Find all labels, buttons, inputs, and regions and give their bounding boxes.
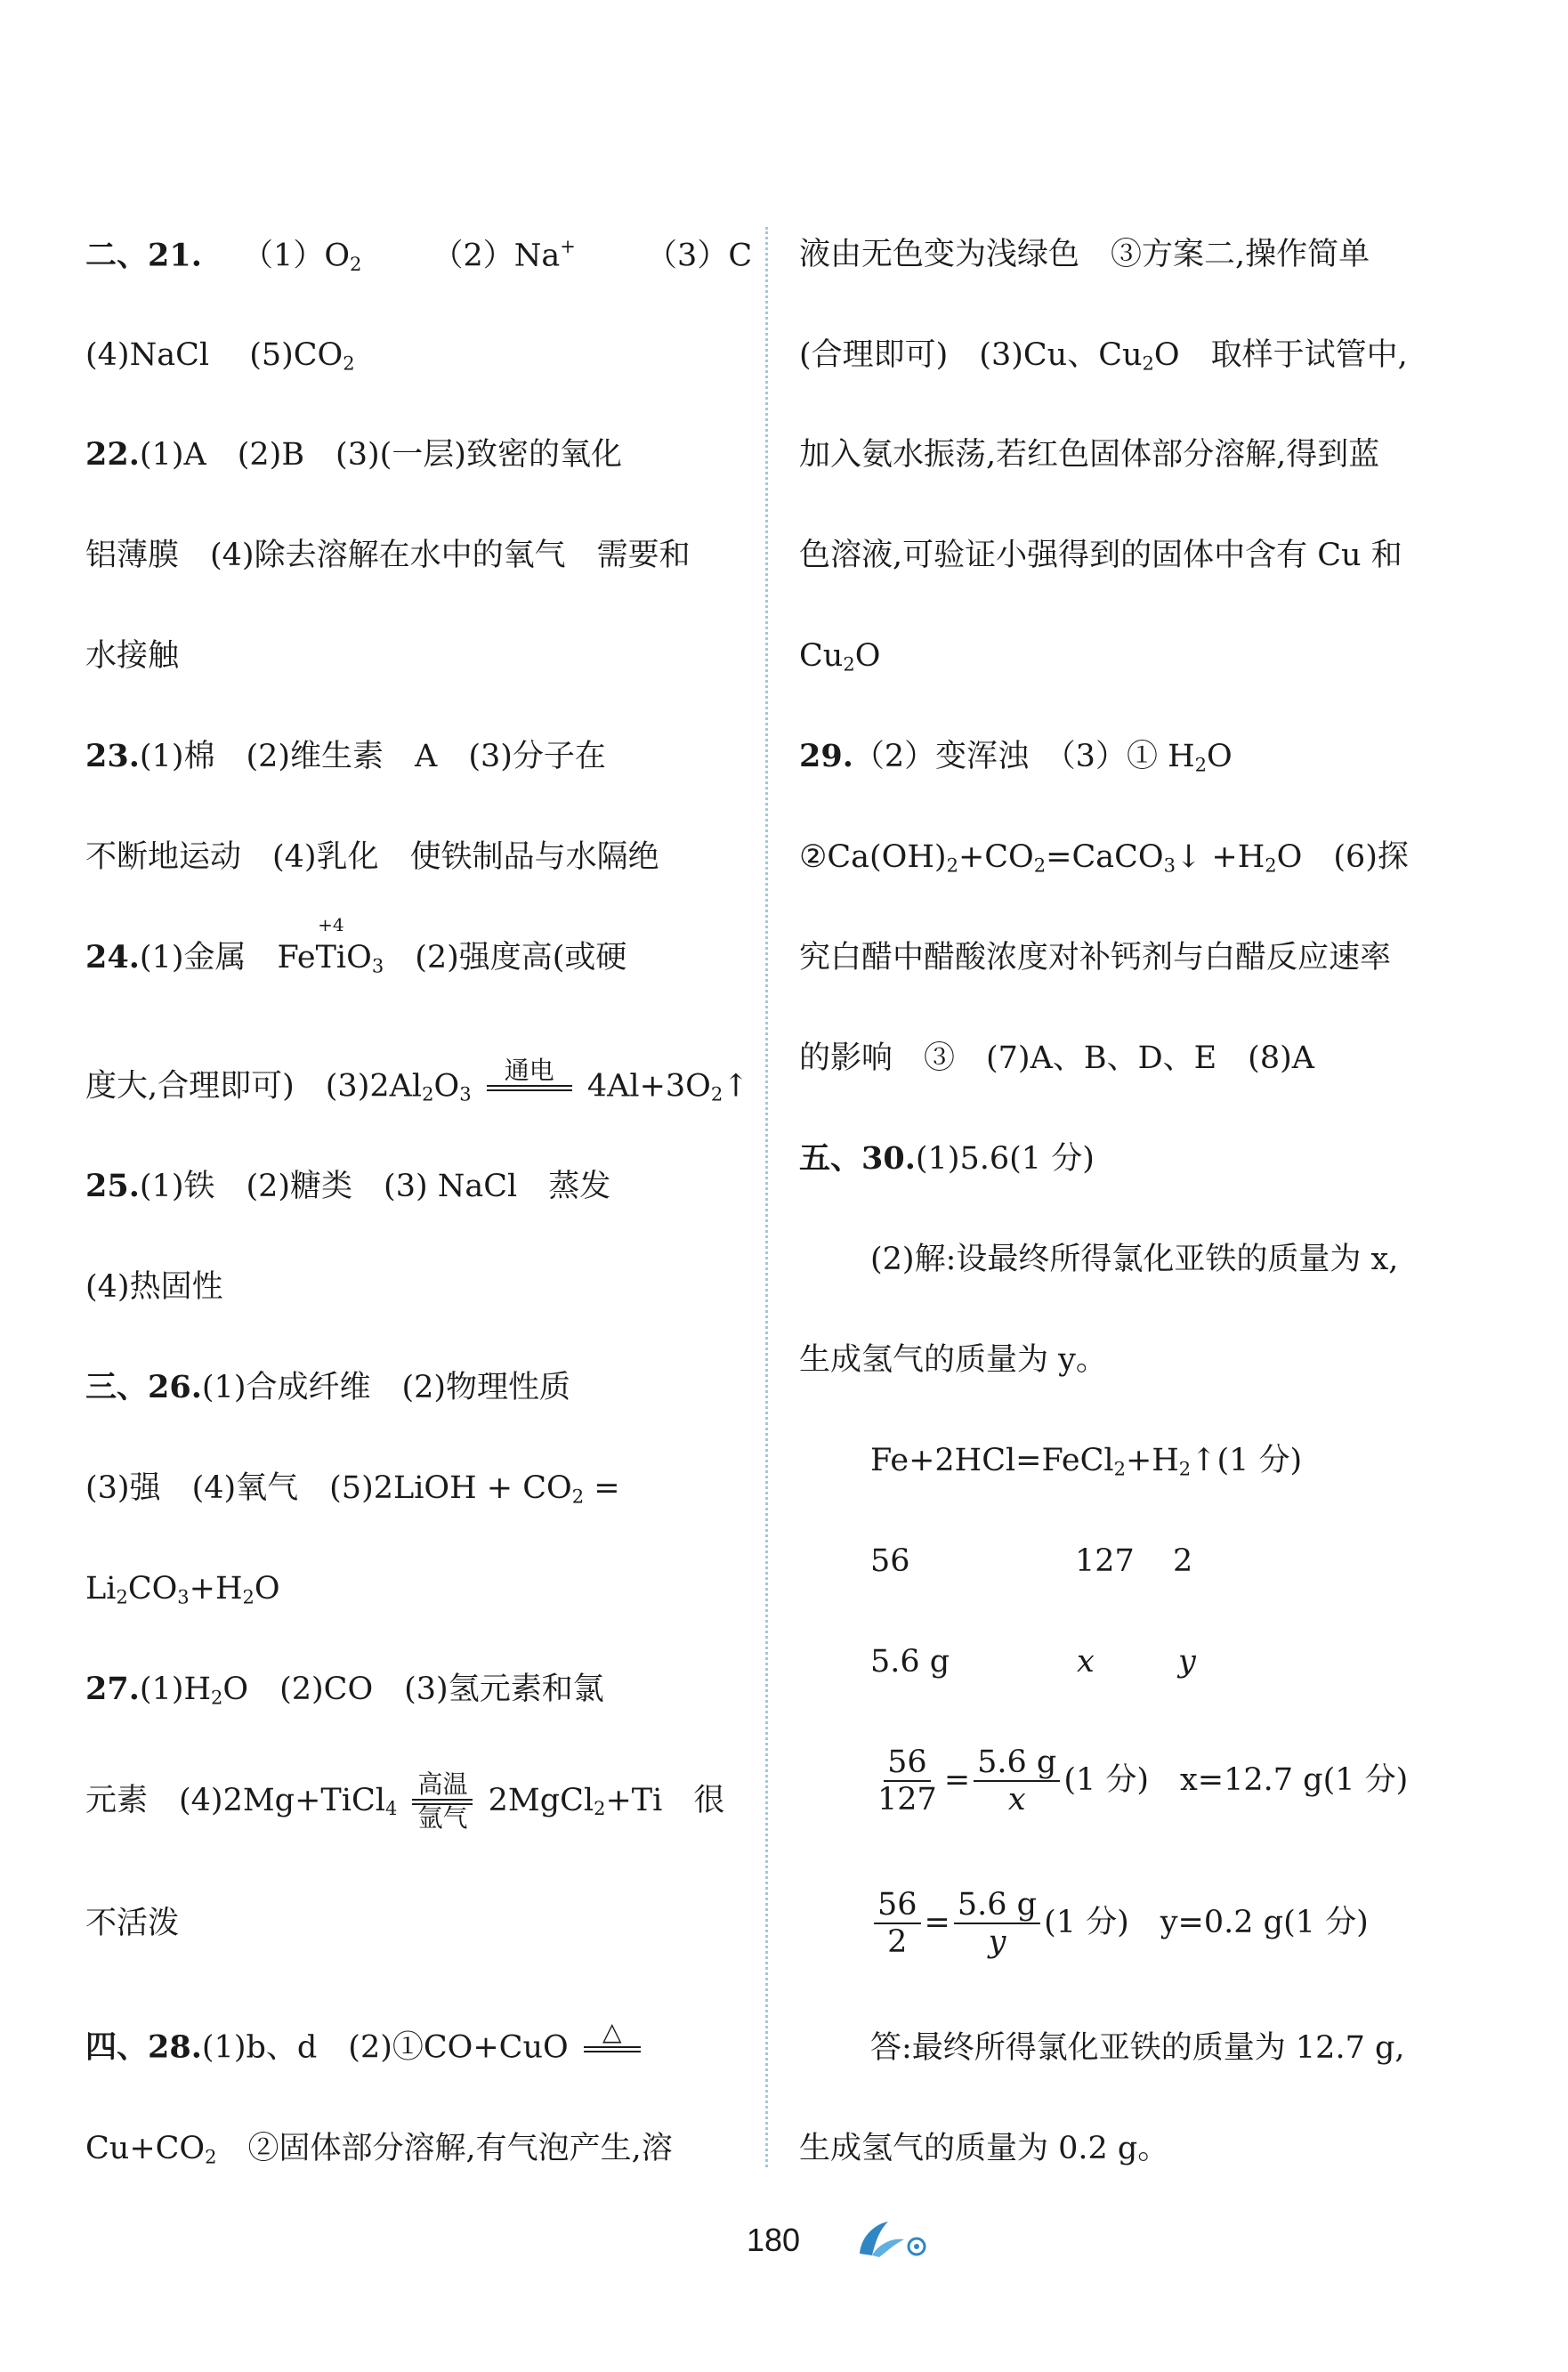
- answer-26-line-3: $Li_2CO_3+H_2O$: [85, 1571, 280, 1608]
- leaf-ornament-icon: [853, 2216, 933, 2261]
- fraction: $\frac{56}{2}$: [874, 1887, 921, 1961]
- answer-30-line-3: 生成氢气的质量为 y。: [799, 1342, 1107, 1378]
- answer-29-line-4: 的影响 ③ (7)A、B、D、E (8)A: [799, 1040, 1315, 1076]
- fraction: $\frac{5.6 g}{x}$: [974, 1745, 1060, 1818]
- question-number: 29.: [799, 738, 853, 774]
- answer-25-line-1: 25.(1)铁 (2)糖类 (3) NaCl 蒸发: [85, 1168, 611, 1204]
- answer-24-line-1: 24.(1)金属 Fe +4 TiO$_3$ (2)强度高(或硬: [85, 914, 627, 977]
- question-number: 24.: [85, 939, 140, 976]
- answer-22-line-1: 22.(1)A (2)B (3)(一层)致密的氧化: [85, 436, 622, 473]
- answer-24-line-2: 度大,合理即可) $(3)2Al_2O_3$ 通电 $4Al+3O_2↑$: [85, 1057, 749, 1118]
- answer-28-line-1: 四、28.(1)b、d (2)①CO+CuO △: [85, 2019, 646, 2079]
- question-number: 23.: [85, 738, 140, 774]
- question-number: 四、28.: [85, 2028, 202, 2066]
- answer-28-line-3: 液由无色变为浅绿色 ③方案二,操作简单: [799, 237, 1370, 272]
- answer-27-line-3: 不活泼: [85, 1906, 180, 1941]
- column-divider: [765, 227, 768, 2167]
- answer-30-line-2: (2)解:设最终所得氯化亚铁的质量为 x,: [870, 1242, 1399, 1277]
- reaction-condition: 通电: [487, 1057, 572, 1118]
- valence-marked-ti: +4 Ti: [315, 914, 347, 976]
- answer-26-line-1: 三、26.(1)合成纤维 (2)物理性质: [85, 1369, 571, 1405]
- question-number: 22.: [85, 436, 140, 473]
- answer-27-line-1: $27.(1)H_2O$ (2)CO (3)氢元素和氯: [85, 1671, 604, 1709]
- answer-28-line-7: $Cu_2O$: [799, 638, 881, 676]
- question-number: 27.: [85, 1671, 140, 1707]
- answer-28-line-4: (合理即可) (3)Cu、$Cu_2O$ 取样于试管中,: [799, 337, 1408, 375]
- answer-28-line-6: 色溶液,可验证小强得到的固体中含有 Cu 和: [799, 538, 1402, 573]
- reaction-equation: $Fe+2HCl=FeCl_2+H_2↑(1$ 分): [870, 1443, 1303, 1480]
- question-number: 25.: [85, 1168, 140, 1204]
- answer-30-line-1: 五、30.(1)5.6(1 分): [799, 1140, 1095, 1177]
- answer-29-line-3: 究白醋中醋酸浓度对补钙剂与白醋反应速率: [799, 940, 1392, 976]
- answer-27-line-2: 元素 (4)2Mg+TiCl$_4$ 高温 氩气 2MgCl$_2$+Ti 很: [85, 1769, 725, 1833]
- fraction: $\frac{5.6 g}{y}$: [954, 1887, 1040, 1961]
- question-number: 三、26.: [85, 1369, 202, 1405]
- answer-30-conclusion-1: 答:最终所得氯化亚铁的质量为 12.7 g,: [870, 2030, 1405, 2066]
- answer-25-line-2: (4)热固性: [85, 1269, 223, 1305]
- proportion-x: $\frac{56}{127}$ = $\frac{5.6 g}{x}$ (1 分) x=12.7 g(1 分): [870, 1745, 1408, 1818]
- answer-28-line-2: $Cu+CO_2$ ②固体部分溶解,有气泡产生,溶: [85, 2131, 673, 2168]
- answer-23-line-1: 23.(1)棉 (2)维生素 A (3)分子在: [85, 738, 606, 774]
- answer-28-line-5: 加入氨水振荡,若红色固体部分溶解,得到蓝: [799, 437, 1380, 473]
- answer-22-line-2: 铝薄膜 (4)除去溶解在水中的氧气 需要和: [85, 538, 691, 573]
- answer-30-conclusion-2: 生成氢气的质量为 0.2 g。: [799, 2131, 1169, 2166]
- answer-26-line-2: (3)强 (4)氧气 (5)2LiOH + $CO_2$ =: [85, 1470, 620, 1508]
- answer-29-line-2: $②Ca(OH)_2+CO_2=CaCO_3↓ +H_2O$ (6)探: [799, 839, 1409, 877]
- question-number: 五、30.: [799, 1140, 916, 1177]
- answer-23-line-2: 不断地运动 (4)乳化 使铁制品与水隔绝: [85, 839, 659, 875]
- question-number: 二、21.: [85, 237, 202, 274]
- answer-29-line-1: 29.（2）变浑浊 （3）① $H_2O$: [799, 738, 1233, 776]
- reaction-condition: △: [584, 2019, 641, 2079]
- answer-21-line-2: (4)NaCl $(5)CO_2$: [85, 337, 355, 375]
- reaction-condition: 高温 氩气: [412, 1771, 473, 1833]
- answer-21-line-1: 二、21. $(1)O_2$ （2）Na+ （3）C: [85, 236, 753, 275]
- answer-22-line-3: 水接触: [85, 638, 180, 674]
- page-number: 180: [747, 2222, 801, 2258]
- fraction: $\frac{56}{127}$: [877, 1745, 937, 1818]
- gas-arrow: ↑: [723, 1068, 749, 1105]
- proportion-y: $\frac{56}{2}$ = $\frac{5.6 g}{y}$ (1 分) y=0.2 g(1 分): [870, 1887, 1369, 1961]
